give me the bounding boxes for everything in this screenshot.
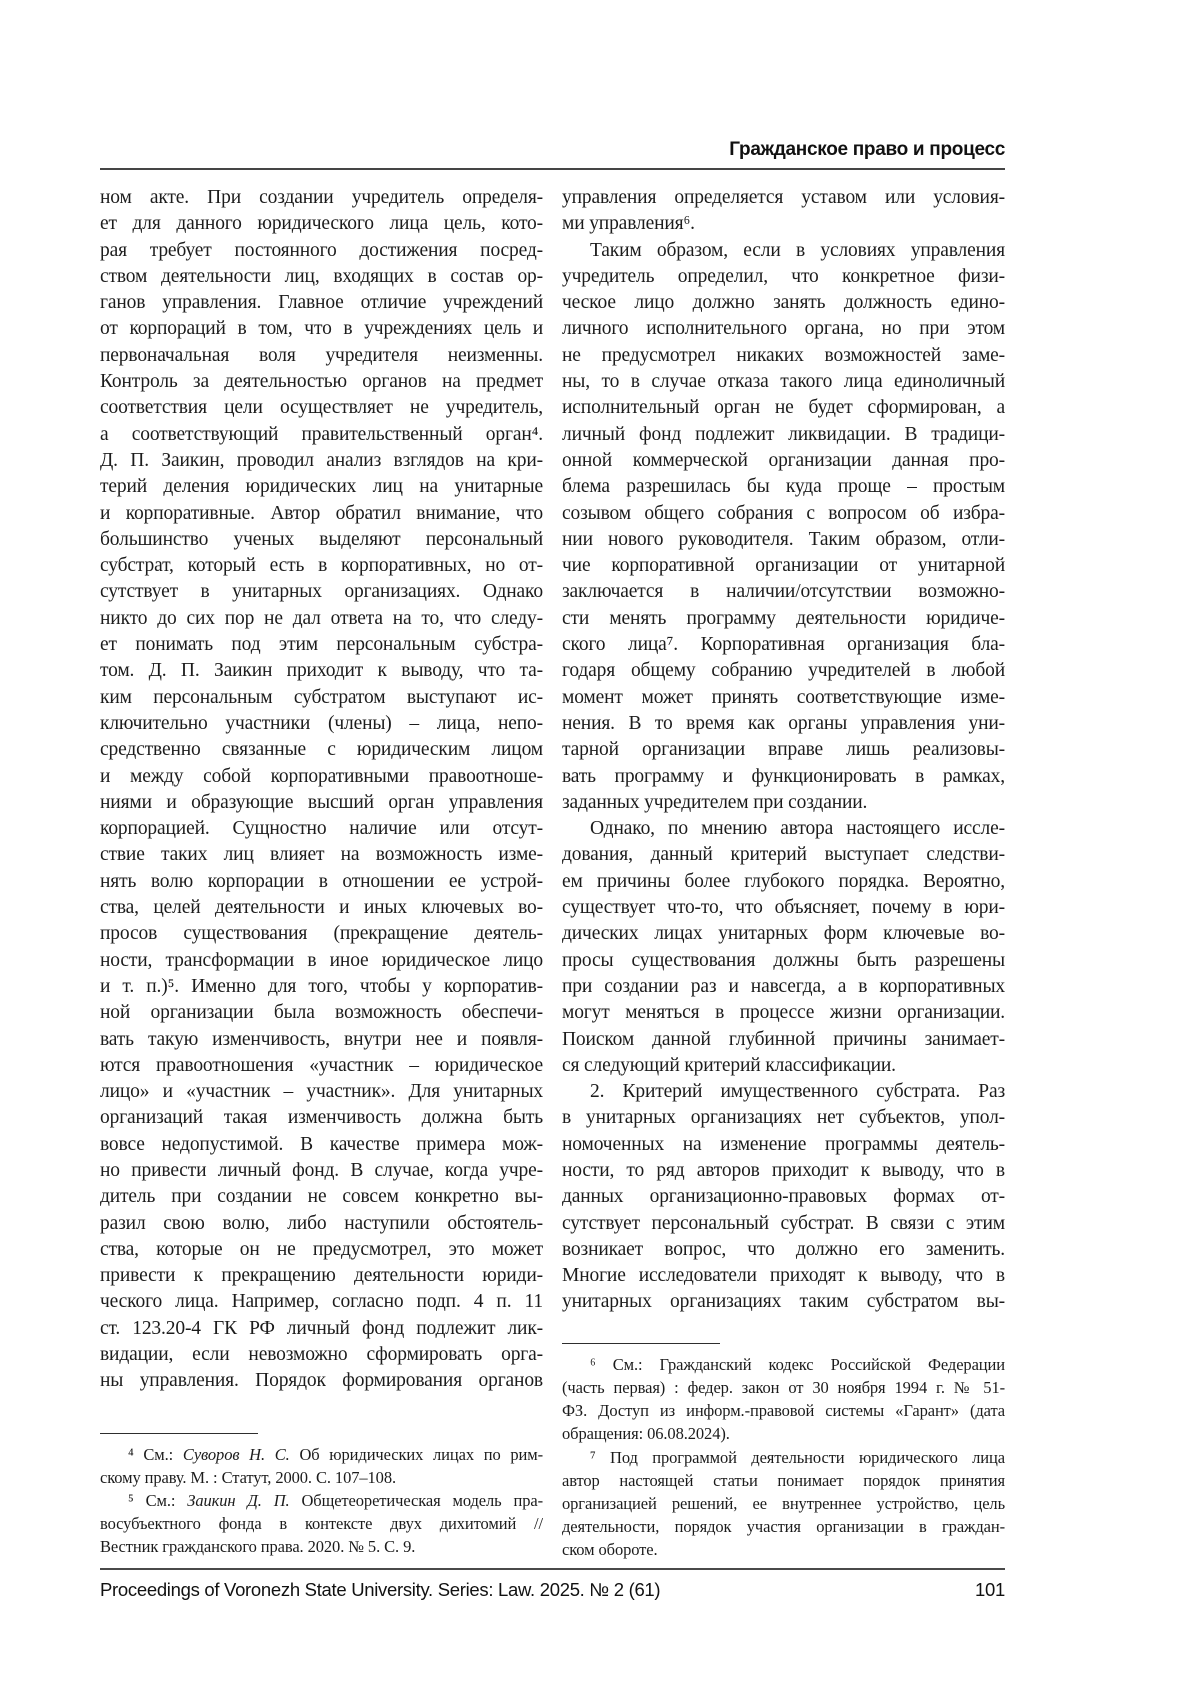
text-line: момент может принять соответствующие изме- — [562, 686, 1005, 708]
text-line: привести к прекращению деятельности юриди- — [100, 1265, 543, 1287]
text-line: восубъектного фонда в контексте двух дихитомий // — [100, 1514, 543, 1534]
text-line: вать программу и функционировать в рамках, — [562, 765, 1005, 787]
left-column-body — [100, 185, 543, 1395]
journal-imprint: Proceedings of Voronezh State University. Series: Law. 2025. № 2 (61) — [100, 1579, 661, 1600]
text-line: ст. 123.20-4 ГК РФ личный фонд подлежит лик- — [100, 1317, 543, 1339]
text-line: дования, данный критерий выступает следстви- — [562, 844, 1005, 866]
text-line: разил свою волю, либо наступили обстоятель- — [100, 1212, 543, 1234]
text-line: в унитарных организациях нет субъектов, упол- — [562, 1107, 1005, 1129]
text-line: ствие таких лиц влияет на возможность изме- — [100, 844, 543, 866]
text-line: 2. Критерий имущественного субстрата. Раз — [590, 1081, 1005, 1103]
text-line: созывом общего собрания с вопросом об избра- — [562, 502, 1005, 524]
text-line: возникает вопрос, что должно его заменить. — [562, 1238, 1005, 1260]
text-line: корпорацией. Сущностно наличие или отсут- — [100, 818, 543, 840]
page-number: 101 — [975, 1579, 1005, 1600]
text-line: никто до сих пор не дал ответа на то, что следу- — [100, 607, 543, 629]
text-line: сти менять программу деятельности юридиче- — [562, 607, 1005, 629]
text-line: ет понимать под этим персональным субстра- — [100, 634, 543, 656]
text-line: терий деления юридических лиц на унитарные — [100, 476, 543, 498]
text-line — [100, 1443, 543, 1466]
text-line: и корпоративные. Автор обратил внимание, что — [100, 502, 543, 524]
text-line: деятельности, порядок участия организации в граждан- — [562, 1517, 1005, 1537]
text-line: организацией решений, ее внутреннее устройство, цель — [562, 1493, 1005, 1513]
text-line: личный фонд подлежит ликвидации. В традици- — [562, 423, 1005, 445]
text-line: ности, то ряд авторов приходит к выводу, что в — [562, 1159, 1005, 1181]
text-line: (часть первая) : федер. закон от 30 ноября 1994 г. № 51- — [562, 1377, 1005, 1397]
text-line: ключительно участники (члены) – лица, непо- — [100, 712, 543, 734]
text-line: личного исполнительного органа, но при этом — [562, 318, 1005, 340]
text-line: не предусмотрел никаких возможностей заме- — [562, 344, 1005, 366]
text-line: вовсе недопустимой. В качестве примера мож- — [100, 1133, 543, 1155]
text-line: онной коммерческой организации данная про- — [562, 449, 1005, 471]
text-line: заключается в наличии/отсутствии возможно- — [562, 581, 1005, 603]
text-line: существует что-то, что объясняет, почему в юри- — [562, 897, 1005, 919]
text-line: соответствия цели осуществляет не учредитель, — [100, 397, 543, 419]
text-line: просы существования должны быть разрешены — [562, 949, 1005, 971]
text-line: лицо» и «участник – участник». Для унитарных — [100, 1081, 543, 1103]
text-line: первоначальная воля учредителя неизменны. — [100, 344, 543, 366]
text-line: ⁷ Под программой деятельности юридического лица — [590, 1447, 1005, 1467]
text-line: ством деятельности лиц, входящих в состав ор- — [100, 265, 543, 287]
text-line: сутствует в унитарных организациях. Однако — [100, 581, 543, 603]
text-line: ФЗ. Доступ из информ.-правовой системы «Гарант» (дата — [562, 1401, 1005, 1421]
text-line: рая требует постоянного достижения посред- — [100, 239, 543, 261]
text-line: ны, то в случае отказа такого лица единоличный — [562, 371, 1005, 393]
text-segment: Об юридических лицах по рим- — [289, 1444, 543, 1464]
text-line: ной организации была возможность обеспечи- — [100, 1002, 543, 1024]
text-line: скому праву. М. : Статут, 2000. С. 107–108. — [100, 1467, 397, 1487]
text-line: ческого лица. Например, согласно подп. 4 п. 11 — [100, 1291, 543, 1313]
text-line: нии нового руководителя. Таким образом, отли- — [562, 528, 1005, 550]
running-head — [100, 139, 1005, 161]
text-line: тарной организации вправе лишь реализовы- — [562, 739, 1005, 761]
text-line: организаций такая изменчивость должна быть — [100, 1107, 543, 1129]
text-line: но привести личный фонд. В случае, когда учре- — [100, 1159, 543, 1181]
text-line: заданных учредителем при создании. — [562, 791, 868, 813]
text-segment: Общетеоретическая модель пра- — [289, 1491, 543, 1511]
text-line: ет для данного юридического лица цель, кото- — [100, 213, 543, 235]
header-rule — [100, 168, 1005, 170]
text-line: Д. П. Заикин, проводил анализ взглядов на кри- — [100, 449, 543, 471]
right-column-footnotes — [562, 1353, 1005, 1562]
text-line: автор настоящей статьи понимает порядок принятия — [562, 1470, 1005, 1490]
text-line: видации, если невозможно сформировать орга- — [100, 1344, 543, 1366]
text-line: ниями и образующие высший орган управления — [100, 791, 543, 813]
text-columns — [100, 185, 1005, 1561]
text-line: ся следующий критерий классификации. — [562, 1054, 896, 1076]
text-line: управления определяется уставом или условия- — [562, 187, 1005, 208]
text-line — [100, 1489, 543, 1512]
text-line: Однако, по мнению автора настоящего иссле- — [590, 818, 1005, 840]
text-line: средственно связанные с юридическим лицом — [100, 739, 543, 761]
text-line: Вестник гражданского права. 2020. № 5. С. 9. — [100, 1537, 416, 1557]
footnote-separator-left — [100, 1433, 258, 1434]
text-line: Таким образом, если в условиях управления — [590, 239, 1005, 261]
text-line: ном акте. При создании учредитель определя- — [100, 187, 543, 208]
page-footer — [100, 1568, 1005, 1601]
text-line: ства, которые он не предусмотрел, это может — [100, 1238, 543, 1260]
text-line: Контроль за деятельностью органов на предмет — [100, 371, 543, 393]
text-line: большинство ученых выделяют персональный — [100, 528, 543, 550]
text-line: нения. В то время как органы управления уни- — [562, 712, 1005, 734]
text-line: и т. п.)⁵. Именно для того, чтобы у корпоратив- — [100, 975, 543, 997]
text-line: и между собой корпоративными правоотноше- — [100, 765, 543, 787]
footnote-separator-right — [562, 1343, 720, 1344]
text-line: ческое лицо должно занять должность едино- — [562, 292, 1005, 314]
left-column — [100, 185, 543, 1561]
text-line: данных организационно-правовых формах от- — [562, 1186, 1005, 1208]
text-line: блема разрешилась бы куда проще – простым — [562, 476, 1005, 498]
text-line: ском обороте. — [562, 1540, 658, 1560]
text-segment: ⁵ См.: — [128, 1491, 188, 1511]
text-line: номоченных на изменение программы деятель- — [562, 1133, 1005, 1155]
text-line: годаря общему собранию учредителей в любой — [562, 660, 1005, 682]
text-line: нять волю корпорации в отношении ее устрой- — [100, 870, 543, 892]
text-line: дитель при создании не совсем конкретно вы- — [100, 1186, 543, 1208]
right-column — [562, 185, 1005, 1561]
text-line: ким персональным субстратом выступают ис- — [100, 686, 543, 708]
italic-text-segment: Суворов Н. С. — [182, 1444, 290, 1464]
text-line: ⁶ См.: Гражданский кодекс Российской Федерации — [590, 1354, 1005, 1374]
italic-text-segment: Заикин Д. П. — [187, 1491, 290, 1511]
text-line: чие корпоративной организации от унитарной — [562, 555, 1005, 577]
right-column-body — [562, 185, 1005, 1316]
text-line: дических лицах унитарных форм ключевые во- — [562, 923, 1005, 945]
text-line: от корпораций в том, что в учреждениях цель и — [100, 318, 543, 340]
text-line: сутствует персональный субстрат. В связи с этим — [562, 1212, 1005, 1234]
text-line: ем причины более глубокого порядка. Вероятно, — [562, 870, 1005, 892]
text-line: учредитель определил, что конкретное физи- — [562, 265, 1005, 287]
text-line: Многие исследователи приходят к выводу, что в — [562, 1265, 1005, 1287]
text-line: а соответствующий правительственный орган⁴. — [100, 423, 543, 445]
text-line: при создании раз и навсегда, а в корпоративных — [562, 975, 1005, 997]
text-line: унитарных организациях таким субстратом вы- — [562, 1291, 1005, 1313]
text-line: том. Д. П. Заикин приходит к выводу, что та- — [100, 660, 543, 682]
text-line: субстрат, который есть в корпоративных, но от- — [100, 555, 543, 577]
text-line: ганов управления. Главное отличие учреждений — [100, 292, 543, 314]
text-line: ности, трансформации в иное юридическое лицо — [100, 949, 543, 971]
text-line: ются правоотношения «участник – юридическое — [100, 1054, 543, 1076]
text-segment: ⁴ См.: — [128, 1444, 183, 1464]
left-column-footnotes — [100, 1443, 543, 1559]
text-line: ского лица⁷. Корпоративная организация бла- — [562, 634, 1005, 656]
text-line: ства, целей деятельности и иных ключевых во- — [100, 897, 543, 919]
text-line: обращения: 06.08.2024). — [562, 1424, 730, 1444]
text-line: исполнительный орган не будет сформирован, а — [562, 397, 1005, 419]
text-line: Поиском данной глубинной причины занимает- — [562, 1028, 1005, 1050]
text-line: ны управления. Порядок формирования органов — [100, 1370, 543, 1392]
text-line: просов существования (прекращение деятель- — [100, 923, 543, 945]
text-line: ми управления⁶. — [562, 213, 695, 235]
text-line: могут меняться в процессе жизни организации. — [562, 1002, 1005, 1024]
section-title: Гражданское право и процесс — [729, 139, 1005, 160]
text-line: вать такую изменчивость, внутри нее и появля- — [100, 1028, 543, 1050]
